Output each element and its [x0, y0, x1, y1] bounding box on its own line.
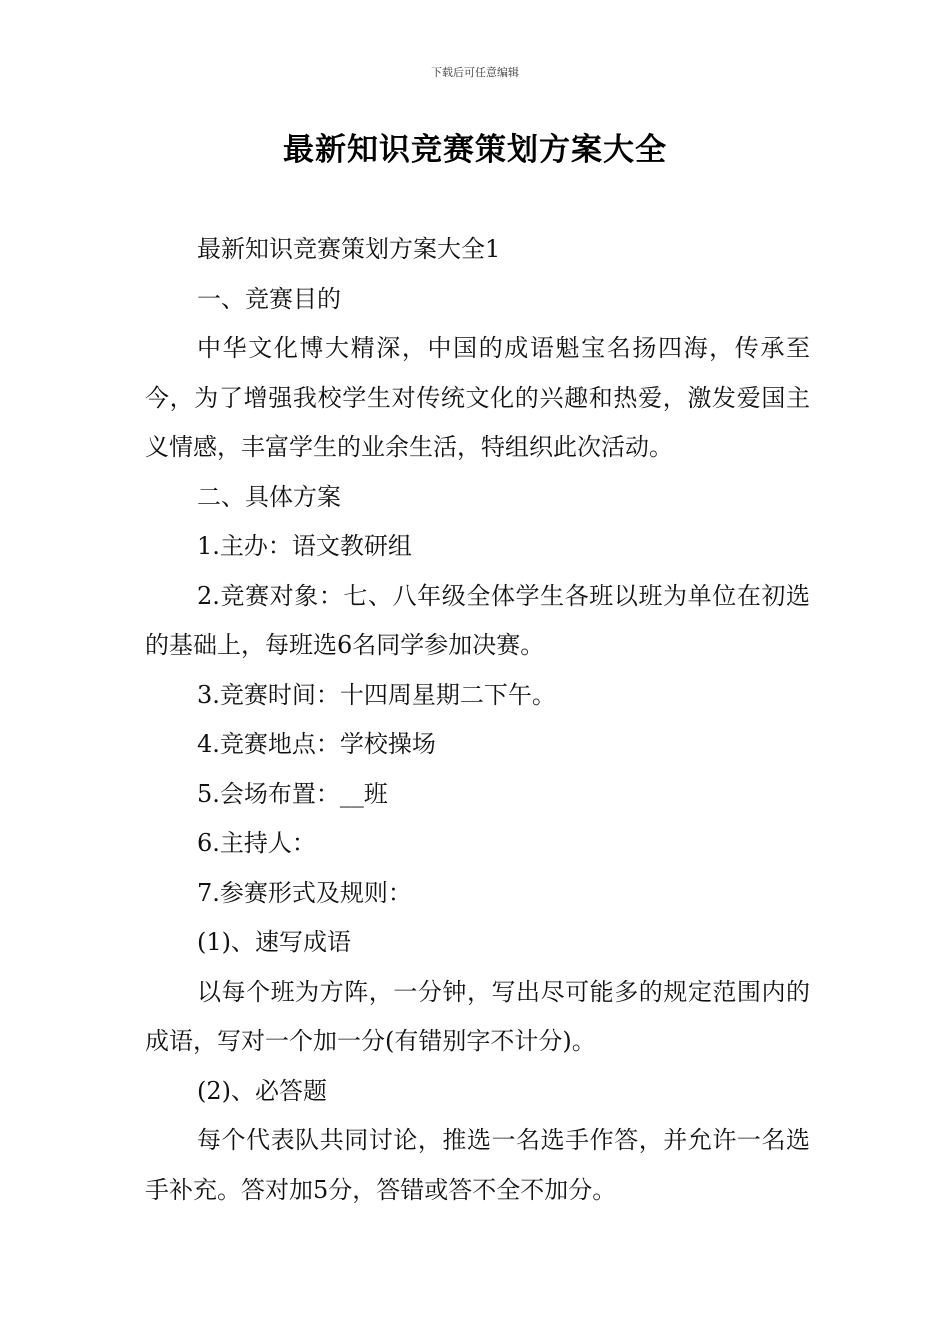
- document-title: 最新知识竞赛策划方案大全: [283, 132, 667, 168]
- list-item-participants: 2.竞赛对象：七、八年级全体学生各班以班为单位在初选的基础上，每班选6名同学参加决赛。: [145, 581, 810, 659]
- paragraph-required-questions: 每个代表队共同讨论，推选一名选手作答，并允许一名选手补充。答对加5分，答错或答不全不加分。: [145, 1126, 810, 1204]
- list-item-host: 6.主持人：: [197, 829, 316, 857]
- heading-plan: 二、具体方案: [197, 482, 341, 511]
- heading-purpose: 一、竞赛目的: [197, 284, 341, 313]
- list-item-rules: 7.参赛形式及规则：: [197, 878, 412, 907]
- paragraph-speed-writing: 以每个班为方阵，一分钟，写出尽可能多的规定范围内的成语，写对一个加一分(有错别字不计分)。: [145, 977, 810, 1055]
- document-body: [145, 225, 810, 1215]
- paragraph-purpose: 中华文化博大精深，中国的成语魁宝名扬四海，传承至今，为了增强我校学生对传统文化的兴趣和热爱，激发爱国主义情感，丰富学生的业余生活，特组织此次活动。: [145, 334, 810, 461]
- list-item-organizer: 1.主办：语文教研组: [197, 532, 412, 560]
- subheading-speed-writing: (1)、速写成语: [197, 928, 351, 956]
- page-header-note: 下载后可任意编辑: [431, 66, 519, 79]
- section-subtitle: 最新知识竞赛策划方案大全1: [197, 235, 501, 263]
- list-item-venue-setup: 5.会场布置：__班: [197, 779, 388, 808]
- list-item-location: 4.竞赛地点：学校操场: [197, 730, 436, 758]
- list-item-time: 3.竞赛时间：十四周星期二下午。: [197, 680, 556, 709]
- subheading-required-questions: (2)、必答题: [197, 1076, 327, 1105]
